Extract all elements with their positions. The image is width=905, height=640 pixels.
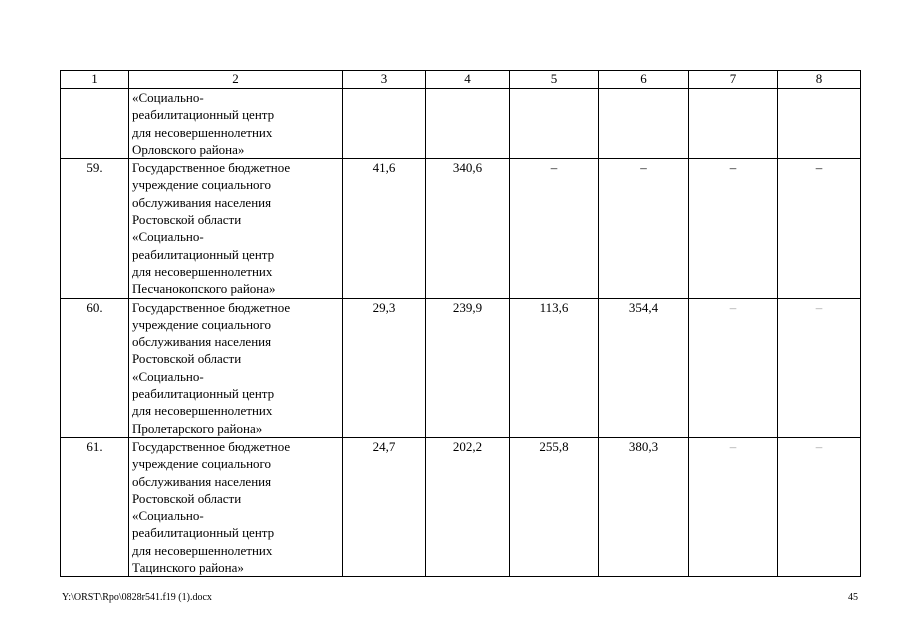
value-cell-8: –: [778, 159, 861, 298]
header-col-8: 8: [778, 71, 861, 89]
header-col-1: 1: [61, 71, 129, 89]
value-cell-8: [778, 89, 861, 159]
table-row: [61, 437, 861, 576]
table-row: [61, 159, 861, 298]
value-cell-4: 340,6: [426, 159, 510, 298]
value-cell-6: [599, 89, 689, 159]
value-cell-7: –: [689, 298, 778, 437]
data-table: [60, 70, 861, 577]
table-header: [61, 71, 861, 89]
value-cell-3: 29,3: [343, 298, 426, 437]
value-cell-5: 255,8: [510, 437, 599, 576]
footer-page-number: 45: [848, 592, 858, 603]
value-cell-4: 202,2: [426, 437, 510, 576]
value-cell-5: [510, 89, 599, 159]
value-cell-3: [343, 89, 426, 159]
header-col-5: 5: [510, 71, 599, 89]
institution-name-cell: Государственное бюджетное учреждение социального обслуживания населения Ростовской области «Социально- реабилитационный центр для несовершеннолетних Тацинского района»: [129, 437, 343, 576]
footer-file-path: Y:\ORST\Rpo\0828r541.f19 (1).docx: [62, 592, 212, 603]
header-col-2: 2: [129, 71, 343, 89]
value-cell-6: 380,3: [599, 437, 689, 576]
value-cell-8: –: [778, 298, 861, 437]
header-row: [61, 71, 861, 89]
institution-name-cell: «Социально- реабилитационный центр для несовершеннолетних Орловского района»: [129, 89, 343, 159]
row-number-cell: [61, 89, 129, 159]
value-cell-3: 24,7: [343, 437, 426, 576]
value-cell-3: 41,6: [343, 159, 426, 298]
header-col-6: 6: [599, 71, 689, 89]
value-cell-6: –: [599, 159, 689, 298]
row-number-cell: 61.: [61, 437, 129, 576]
value-cell-7: –: [689, 437, 778, 576]
row-number-cell: 60.: [61, 298, 129, 437]
value-cell-7: –: [689, 159, 778, 298]
value-cell-6: 354,4: [599, 298, 689, 437]
header-col-4: 4: [426, 71, 510, 89]
header-col-7: 7: [689, 71, 778, 89]
value-cell-5: 113,6: [510, 298, 599, 437]
institution-name-cell: Государственное бюджетное учреждение социального обслуживания населения Ростовской области «Социально- реабилитационный центр для несовершеннолетних Песчанокопского района»: [129, 159, 343, 298]
value-cell-8: –: [778, 437, 861, 576]
value-cell-7: [689, 89, 778, 159]
table-row-continued: [61, 89, 861, 159]
value-cell-5: –: [510, 159, 599, 298]
table-row: [61, 298, 861, 437]
value-cell-4: 239,9: [426, 298, 510, 437]
value-cell-4: [426, 89, 510, 159]
row-number-cell: 59.: [61, 159, 129, 298]
institution-name-cell: Государственное бюджетное учреждение социального обслуживания населения Ростовской области «Социально- реабилитационный центр для несовершеннолетних Пролетарского района»: [129, 298, 343, 437]
header-col-3: 3: [343, 71, 426, 89]
